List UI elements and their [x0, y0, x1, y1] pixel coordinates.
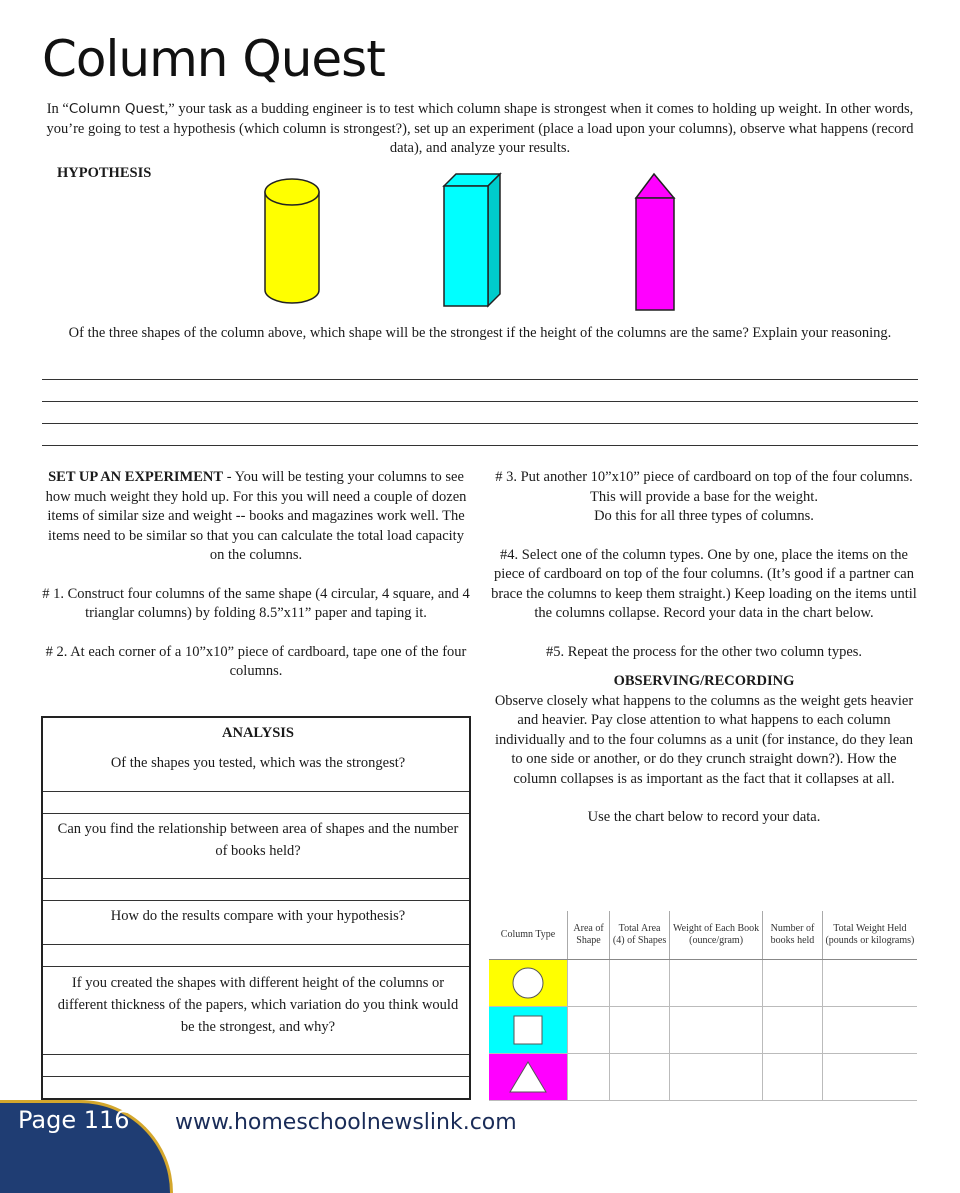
hypothesis-question: Of the three shapes of the column above, which shape will be the strongest if the height of the columns are the same? Explain your reasoning. — [68, 325, 892, 341]
circle-icon — [510, 965, 546, 1001]
triangle-column-top — [636, 174, 674, 198]
hypothesis-heading: HYPOTHESIS — [57, 165, 152, 181]
chart-header: Number of books held — [763, 911, 823, 960]
chart-cell[interactable] — [610, 1007, 670, 1054]
step-3: # 3. Put another 10”x10” piece of cardboard on top of the four columns. This will provide a base for the weight. — [495, 469, 913, 505]
triangle-column-body — [636, 198, 674, 310]
chart-cell[interactable] — [568, 1054, 610, 1101]
answer-line[interactable] — [43, 900, 469, 901]
square-column-front — [444, 186, 488, 306]
chart-cell[interactable] — [670, 1054, 763, 1101]
square-column-side — [488, 174, 500, 306]
chart-row-circle — [489, 960, 917, 1007]
answer-line[interactable] — [43, 944, 469, 945]
square-swatch-cell — [489, 1007, 568, 1054]
analysis-heading: ANALYSIS — [222, 725, 294, 741]
chart-header: Total Area (4) of Shapes — [610, 911, 670, 960]
analysis-question-3: How do the results compare with your hypothesis? — [110, 908, 406, 924]
experiment-heading: SET UP AN EXPERIMENT — [48, 469, 224, 485]
experiment-section — [42, 468, 470, 682]
triangle-swatch-cell — [489, 1054, 568, 1101]
chart-row-square — [489, 1007, 917, 1054]
intro-body: ,” your task as a budding engineer is to test which column shape is strongest when it comes to holding up weight. In other words, you’re going to test a hypothesis (which column is strongest?), set up an experiment (place a load upon your columns), observe what happens (record data), and analyze your results. — [46, 101, 914, 156]
step-2: # 2. At each corner of a 10”x10” piece of cardboard, tape one of the four columns. — [45, 643, 467, 679]
answer-line[interactable] — [42, 379, 918, 380]
observing-body: Observe closely what happens to the columns as the weight gets heavier and heavier. Pay close attention to what happens to each column individually and to the four columns as a unit (for instance, do they lean to one side or another, or do they crunch straight down?). How the column collapses is as important as the fact that it collapses at all. — [494, 692, 914, 787]
answer-line[interactable] — [42, 445, 918, 446]
chart-cell[interactable] — [822, 960, 917, 1007]
chart-cell[interactable] — [763, 1054, 823, 1101]
triangle-icon — [508, 1059, 548, 1095]
answer-line[interactable] — [43, 966, 469, 967]
chart-cell[interactable] — [568, 960, 610, 1007]
observing-heading: OBSERVING/RECORDING — [613, 673, 795, 689]
square-icon — [510, 1012, 546, 1048]
answer-line[interactable] — [42, 423, 918, 424]
circle-swatch-cell — [489, 960, 568, 1007]
answer-line[interactable] — [42, 401, 918, 402]
step-4: #4. Select one of the column types. One by one, place the items on the piece of cardboard on top of the four columns. (It’s good if a partner can brace the columns to keep them straight.) Keep loading on the items until the columns collapse. Record your data in the chart below. — [491, 546, 917, 621]
analysis-question-1: Of the shapes you tested, which was the strongest? — [110, 755, 406, 771]
experiment-intro-text: - You will be testing your columns to see how much weight they hold up. For this you will need a couple of dozen items of similar size and weight -- books and magazines work well. The items need to be similar so that you can calculate the total load capacity on the columns. — [45, 469, 467, 563]
chart-header: Area of Shape — [568, 911, 610, 960]
chart-row-triangle — [489, 1054, 917, 1101]
cylinder-top — [265, 179, 319, 205]
triangle-column-illustration — [630, 170, 682, 315]
chart-cell[interactable] — [763, 1007, 823, 1054]
cylinder-column-illustration — [255, 170, 335, 310]
chart-header: Weight of Each Book (ounce/gram) — [670, 911, 763, 960]
chart-cell[interactable] — [670, 960, 763, 1007]
chart-cell[interactable] — [822, 1054, 917, 1101]
step-5: #5. Repeat the process for the other two column types. — [545, 643, 863, 660]
chart-header: Column Type — [489, 911, 568, 960]
step-3-note: Do this for all three types of columns. — [594, 508, 814, 524]
answer-line[interactable] — [43, 1054, 469, 1055]
answer-line[interactable] — [43, 813, 469, 814]
answer-line[interactable] — [43, 878, 469, 879]
page-title: Column Quest — [42, 30, 385, 88]
intro-paragraph — [42, 100, 918, 159]
chart-cell[interactable] — [763, 960, 823, 1007]
chart-cell[interactable] — [568, 1007, 610, 1054]
steps-section — [488, 468, 920, 828]
website-link[interactable]: www.homeschoolnewslink.com — [175, 1110, 517, 1135]
chart-cell[interactable] — [610, 960, 670, 1007]
analysis-question-2: Can you find the relationship between area of shapes and the number of books held? — [57, 821, 459, 859]
chart-cell[interactable] — [610, 1054, 670, 1101]
experiment-intro — [42, 468, 470, 566]
analysis-box — [41, 716, 471, 1100]
analysis-question-4: If you created the shapes with different height of the columns or different thickness of the papers, which variation do you think would be the strongest, and why? — [57, 975, 459, 1035]
chart-header: Total Weight Held (pounds or kilograms) — [822, 911, 917, 960]
chart-cell[interactable] — [670, 1007, 763, 1054]
chart-note: Use the chart below to record your data. — [587, 809, 821, 825]
chart-cell[interactable] — [822, 1007, 917, 1054]
answer-line[interactable] — [43, 1076, 469, 1077]
square-column-illustration — [440, 170, 510, 310]
answer-line[interactable] — [43, 791, 469, 792]
data-chart — [489, 911, 917, 1101]
intro-lead: In “ — [46, 101, 69, 117]
intro-highlight: Column Quest — [68, 101, 165, 117]
page-number: Page 116 — [18, 1106, 130, 1134]
chart-header-row — [489, 911, 917, 960]
cylinder-body — [265, 192, 319, 303]
step-1: # 1. Construct four columns of the same shape (4 circular, 4 square, and 4 trianglar columns) by folding 8.5”x11” paper and taping it. — [42, 585, 470, 621]
